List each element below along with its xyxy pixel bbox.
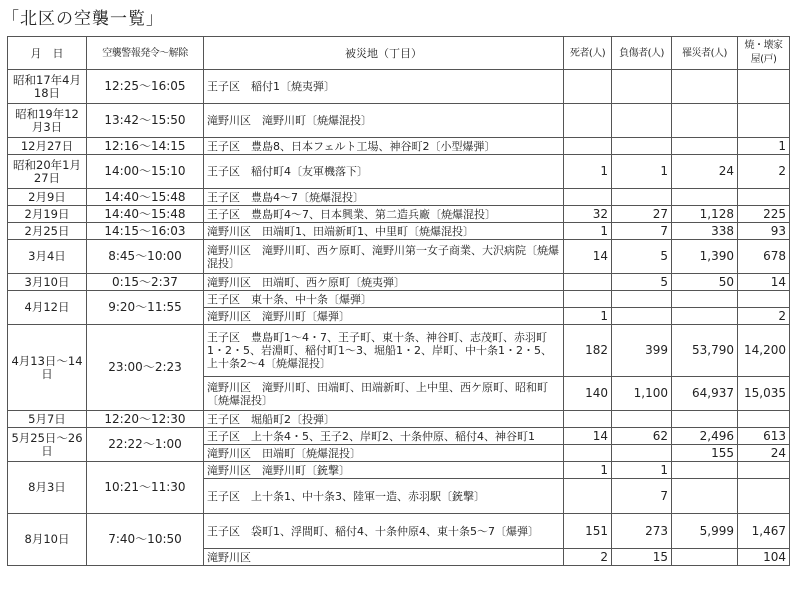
victims-cell — [672, 70, 738, 104]
dead-cell — [564, 411, 612, 428]
victims-cell: 338 — [672, 223, 738, 240]
houses-cell: 225 — [738, 206, 790, 223]
houses-cell: 613 — [738, 428, 790, 445]
place-cell: 滝野川区 滝野川町〔爆弾〕 — [204, 308, 564, 325]
houses-cell — [738, 291, 790, 308]
date-cell: 4月12日 — [8, 291, 87, 325]
table-row — [8, 223, 790, 240]
date-cell: 昭和20年1月27日 — [8, 155, 87, 189]
time-cell: 12:20～12:30 — [87, 411, 204, 428]
table-row — [8, 138, 790, 155]
date-cell: 8月3日 — [8, 462, 87, 514]
victims-cell — [672, 138, 738, 155]
dead-cell — [564, 291, 612, 308]
place-cell: 王子区 袋町1、浮間町、稲付4、十条仲原4、東十条5～7〔爆弾〕 — [204, 514, 564, 549]
victims-cell: 53,790 — [672, 325, 738, 377]
page-title: 「北区の空襲一覧」 — [2, 9, 164, 29]
time-cell: 8:45～10:00 — [87, 240, 204, 274]
injured-cell — [612, 411, 672, 428]
table-row — [8, 325, 790, 377]
victims-cell — [672, 549, 738, 566]
dead-cell — [564, 189, 612, 206]
victims-cell: 2,496 — [672, 428, 738, 445]
houses-cell — [738, 104, 790, 138]
time-cell: 14:00～15:10 — [87, 155, 204, 189]
dead-cell: 14 — [564, 428, 612, 445]
injured-cell: 1 — [612, 462, 672, 479]
dead-cell — [564, 138, 612, 155]
table-row — [8, 155, 790, 189]
place-cell: 滝野川区 田端町〔焼爆混投〕 — [204, 445, 564, 462]
place-cell: 滝野川区 滝野川町〔銃撃〕 — [204, 462, 564, 479]
houses-cell: 14 — [738, 274, 790, 291]
dead-cell — [564, 479, 612, 514]
injured-cell — [612, 445, 672, 462]
victims-cell: 155 — [672, 445, 738, 462]
header-row — [8, 37, 790, 70]
injured-cell: 1 — [612, 155, 672, 189]
injured-cell: 1,100 — [612, 377, 672, 411]
dead-cell: 140 — [564, 377, 612, 411]
injured-cell — [612, 291, 672, 308]
injured-cell — [612, 308, 672, 325]
table-row — [8, 206, 790, 223]
victims-cell — [672, 411, 738, 428]
houses-cell: 93 — [738, 223, 790, 240]
houses-cell: 2 — [738, 155, 790, 189]
houses-cell — [738, 411, 790, 428]
victims-cell — [672, 308, 738, 325]
houses-cell: 14,200 — [738, 325, 790, 377]
place-cell: 王子区 東十条、中十条〔爆弾〕 — [204, 291, 564, 308]
houses-cell: 1 — [738, 138, 790, 155]
time-cell: 14:15～16:03 — [87, 223, 204, 240]
place-cell: 王子区 稲付1〔焼夷弾〕 — [204, 70, 564, 104]
houses-cell: 1,467 — [738, 514, 790, 549]
houses-cell: 24 — [738, 445, 790, 462]
place-cell: 滝野川区 — [204, 549, 564, 566]
table-row — [8, 70, 790, 104]
table-body — [8, 70, 790, 566]
place-cell: 王子区 上十条1、中十条3、陸軍一造、赤羽駅〔銃撃〕 — [204, 479, 564, 514]
date-cell: 3月4日 — [8, 240, 87, 274]
header-dead: 死者(人) — [564, 37, 612, 70]
place-cell: 滝野川区 滝野川町、西ケ原町、滝野川第一女子商業、大沢病院〔焼爆混投〕 — [204, 240, 564, 274]
injured-cell: 7 — [612, 479, 672, 514]
victims-cell — [672, 462, 738, 479]
houses-cell — [738, 462, 790, 479]
dead-cell: 182 — [564, 325, 612, 377]
victims-cell — [672, 189, 738, 206]
injured-cell: 5 — [612, 274, 672, 291]
place-cell: 滝野川区 滝野川町〔焼爆混投〕 — [204, 104, 564, 138]
victims-cell: 50 — [672, 274, 738, 291]
injured-cell — [612, 138, 672, 155]
table-row — [8, 274, 790, 291]
date-cell: 2月19日 — [8, 206, 87, 223]
victims-cell: 1,128 — [672, 206, 738, 223]
dead-cell: 1 — [564, 223, 612, 240]
header-place: 被災地（丁目） — [204, 37, 564, 70]
injured-cell — [612, 189, 672, 206]
dead-cell: 151 — [564, 514, 612, 549]
table-row — [8, 291, 790, 308]
air-raid-table — [7, 36, 790, 566]
victims-cell: 64,937 — [672, 377, 738, 411]
injured-cell: 27 — [612, 206, 672, 223]
dead-cell: 1 — [564, 462, 612, 479]
header-time: 空襲警報発令～解除 — [87, 37, 204, 70]
injured-cell: 62 — [612, 428, 672, 445]
place-cell: 王子区 豊島町1～4・7、王子町、東十条、神谷町、志茂町、赤羽町1・2・5、岩淵町、稲付町1～3、堀船1・2、岸町、中十条1・2・5、上十条2～4〔焼爆混投〕 — [204, 325, 564, 377]
time-cell: 13:42～15:50 — [87, 104, 204, 138]
place-cell: 王子区 豊島8、日本フェルト工場、神谷町2〔小型爆弾〕 — [204, 138, 564, 155]
table-row — [8, 411, 790, 428]
place-cell: 王子区 上十条4・5、王子2、岸町2、十条仲原、稲付4、神谷町1 — [204, 428, 564, 445]
dead-cell — [564, 274, 612, 291]
table-row — [8, 189, 790, 206]
table-row — [8, 428, 790, 445]
dead-cell — [564, 104, 612, 138]
time-cell: 0:15～2:37 — [87, 274, 204, 291]
injured-cell: 5 — [612, 240, 672, 274]
victims-cell: 24 — [672, 155, 738, 189]
houses-cell: 104 — [738, 549, 790, 566]
time-cell: 22:22～1:00 — [87, 428, 204, 462]
victims-cell: 5,999 — [672, 514, 738, 549]
time-cell: 12:16～14:15 — [87, 138, 204, 155]
injured-cell: 399 — [612, 325, 672, 377]
header-date: 月 日 — [8, 37, 87, 70]
victims-cell: 1,390 — [672, 240, 738, 274]
victims-cell — [672, 479, 738, 514]
dead-cell: 32 — [564, 206, 612, 223]
victims-cell — [672, 104, 738, 138]
dead-cell: 2 — [564, 549, 612, 566]
place-cell: 滝野川区 田端町、西ケ原町〔焼夷弾〕 — [204, 274, 564, 291]
injured-cell — [612, 70, 672, 104]
houses-cell — [738, 70, 790, 104]
time-cell: 12:25～16:05 — [87, 70, 204, 104]
place-cell: 王子区 豊島町4～7、日本興業、第二造兵廠〔焼爆混投〕 — [204, 206, 564, 223]
table-row — [8, 104, 790, 138]
time-cell: 7:40～10:50 — [87, 514, 204, 566]
time-cell: 23:00～2:23 — [87, 325, 204, 411]
time-cell: 10:21～11:30 — [87, 462, 204, 514]
injured-cell: 273 — [612, 514, 672, 549]
date-cell: 12月27日 — [8, 138, 87, 155]
houses-cell: 678 — [738, 240, 790, 274]
place-cell: 滝野川区 田端町1、田端新町1、中里町〔焼爆混投〕 — [204, 223, 564, 240]
table-row — [8, 462, 790, 479]
victims-cell — [672, 291, 738, 308]
injured-cell — [612, 104, 672, 138]
header-victims: 罹災者(人) — [672, 37, 738, 70]
place-cell: 王子区 豊島4～7〔焼爆混投〕 — [204, 189, 564, 206]
header-houses: 焼・壊家屋(戸) — [738, 37, 790, 70]
time-cell: 14:40～15:48 — [87, 189, 204, 206]
date-cell: 2月25日 — [8, 223, 87, 240]
dead-cell: 1 — [564, 308, 612, 325]
date-cell: 昭和17年4月18日 — [8, 70, 87, 104]
table-row — [8, 514, 790, 549]
time-cell: 14:40～15:48 — [87, 206, 204, 223]
dead-cell: 14 — [564, 240, 612, 274]
houses-cell — [738, 479, 790, 514]
place-cell: 王子区 堀船町2〔投弾〕 — [204, 411, 564, 428]
date-cell: 3月10日 — [8, 274, 87, 291]
table-row — [8, 240, 790, 274]
date-cell: 4月13日～14日 — [8, 325, 87, 411]
dead-cell: 1 — [564, 155, 612, 189]
injured-cell: 7 — [612, 223, 672, 240]
place-cell: 王子区 稲付町4〔友軍機落下〕 — [204, 155, 564, 189]
date-cell: 昭和19年12月3日 — [8, 104, 87, 138]
houses-cell: 2 — [738, 308, 790, 325]
houses-cell — [738, 189, 790, 206]
place-cell: 滝野川区 滝野川町、田端町、田端新町、上中里、西ケ原町、昭和町〔焼爆混投〕 — [204, 377, 564, 411]
injured-cell: 15 — [612, 549, 672, 566]
header-injured: 負傷者(人) — [612, 37, 672, 70]
time-cell: 9:20～11:55 — [87, 291, 204, 325]
date-cell: 8月10日 — [8, 514, 87, 566]
date-cell: 5月25日～26日 — [8, 428, 87, 462]
date-cell: 2月9日 — [8, 189, 87, 206]
houses-cell: 15,035 — [738, 377, 790, 411]
dead-cell — [564, 70, 612, 104]
dead-cell — [564, 445, 612, 462]
date-cell: 5月7日 — [8, 411, 87, 428]
